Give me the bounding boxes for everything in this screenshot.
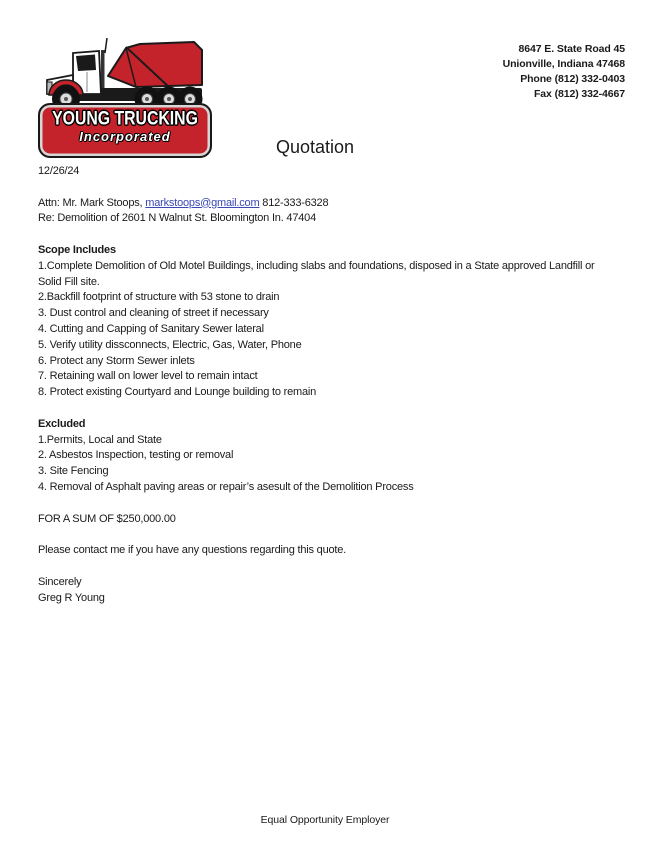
address-line: Unionville, Indiana 47468 <box>502 58 625 70</box>
scope-item: 5. Verify utility dissconnects, Electric, Gas, Water, Phone <box>38 338 302 351</box>
address-line: Phone (812) 332-0403 <box>520 73 625 85</box>
excluded-item: 2. Asbestos Inspection, testing or removal <box>38 449 234 462</box>
logo-company-name: YOUNG TRUCKING <box>52 107 198 130</box>
re-line: Re: Demolition of 2601 N Walnut St. Bloomington In. 47404 <box>38 212 317 225</box>
address-line: 8647 E. State Road 45 <box>518 43 625 55</box>
document-title: Quotation <box>275 137 355 157</box>
scope-item: 7. Retaining wall on lower level to remain intact <box>38 370 258 383</box>
letterhead <box>0 0 650 162</box>
scope-item: 1.Complete Demolition of Old Motel Buildings, including slabs and foundations, disposed in a State approved Landfill or Solid Fill site. <box>38 259 595 288</box>
excluded-item: 3. Site Fencing <box>38 465 109 478</box>
attn-line <box>38 196 618 212</box>
closing-sincerely: Sincerely <box>38 575 82 588</box>
letter-body <box>0 164 650 606</box>
excluded-item: 4. Removal of Asphalt paving areas or repair’s asesult of the Demolition Process <box>38 480 414 493</box>
scope-item: 3. Dust control and cleaning of street if necessary <box>38 307 269 320</box>
address-line: Fax (812) 332-4667 <box>533 88 625 100</box>
closing-name: Greg R Young <box>38 591 105 604</box>
attn-prefix: Attn: Mr. Mark Stoops, <box>38 196 146 209</box>
excluded-heading: Excluded <box>38 417 86 430</box>
attn-phone: 812-333-6328 <box>259 196 329 209</box>
excluded-item: 1.Permits, Local and State <box>38 433 162 446</box>
email-link[interactable]: markstoops@gmail.com <box>145 196 260 209</box>
sum-line: FOR A SUM OF $250,000.00 <box>38 512 176 525</box>
company-address-block <box>503 42 625 102</box>
date-line: 12/26/24 <box>38 165 80 177</box>
scope-item: 8. Protect existing Courtyard and Lounge building to remain <box>38 386 317 399</box>
scope-heading: Scope Includes <box>38 243 116 256</box>
logo-subtitle: Incorporated <box>79 129 171 144</box>
contact-line: Please contact me if you have any questions regarding this quote. <box>38 544 347 557</box>
scope-item: 4. Cutting and Capping of Sanitary Sewer lateral <box>38 322 264 335</box>
scope-item: 2.Backfill footprint of structure with 53 stone to drain <box>38 291 280 304</box>
scope-item: 6. Protect any Storm Sewer inlets <box>38 354 195 367</box>
footer-text: Equal Opportunity Employer <box>260 814 390 826</box>
